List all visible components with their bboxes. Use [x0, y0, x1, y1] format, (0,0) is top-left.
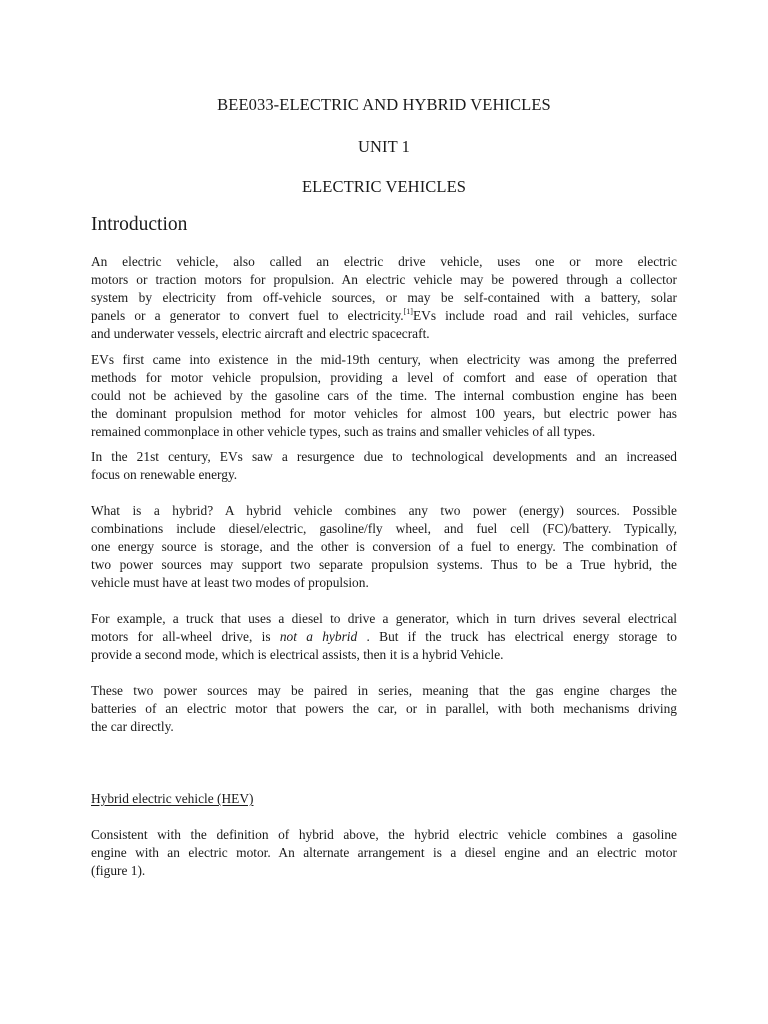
paragraph-series-parallel: [91, 682, 677, 736]
text-line: remained commonplace in other vehicle types, such as trains and smaller vehicles of all types.: [91, 424, 596, 439]
text-line: could not be achieved by the gasoline cars of the time. The internal combustion engine has been: [91, 388, 677, 403]
text-line: What is a hybrid? A hybrid vehicle combines any two power (energy) sources. Possible: [91, 503, 677, 518]
paragraph-hev-definition: [91, 826, 677, 880]
text-line: two power sources may support two separate propulsion systems. Thus to be a True hybrid, the: [91, 557, 677, 572]
text-line: engine with an electric motor. An alternate arrangement is a diesel engine and an electric motor: [91, 845, 677, 860]
text-line: These two power sources may be paired in series, meaning that the gas engine charges the: [91, 683, 677, 698]
text-line: batteries of an electric motor that powers the car, or in parallel, with both mechanisms driving: [91, 701, 677, 716]
text-line: EVs first came into existence in the mid-19th century, when electricity was among the preferred: [91, 352, 677, 367]
text-line: [91, 628, 677, 646]
chapter-title: ELECTRIC VEHICLES: [301, 177, 467, 196]
emphasis-text: not a hybrid: [279, 629, 358, 644]
citation-link[interactable]: [1]: [403, 307, 413, 316]
text-line: the car directly.: [91, 719, 174, 734]
text-line: combinations include diesel/electric, gasoline/fly wheel, and fuel cell (FC)/battery. Typically,: [91, 521, 677, 536]
text-line: focus on renewable energy.: [91, 467, 238, 482]
text-line: system by electricity from off-vehicle sources, or may be self-contained with a battery, solar: [91, 290, 677, 305]
text-fragment: motors for all-wheel drive, is: [91, 629, 271, 644]
course-title: BEE033-ELECTRIC AND HYBRID VEHICLES: [217, 95, 551, 114]
introduction-heading: Introduction: [91, 214, 188, 235]
text-line: For example, a truck that uses a diesel to drive a generator, which in turn drives several electrical: [91, 611, 677, 626]
text-line: motors or traction motors for propulsion. An electric vehicle may be powered through a collector: [91, 272, 677, 287]
text-fragment: . But if the truck has electrical energy storage to: [366, 629, 677, 644]
text-line: An electric vehicle, also called an electric drive vehicle, uses one or more electric: [91, 254, 677, 269]
text-line: one energy source is storage, and the other is conversion of a fuel to energy. The combination of: [91, 539, 677, 554]
paragraph-ev-history: [91, 351, 677, 441]
paragraph-ev-definition: [91, 253, 677, 343]
text-line: vehicle must have at least two modes of propulsion.: [91, 575, 369, 590]
hev-heading: Hybrid electric vehicle (HEV): [91, 791, 254, 806]
text-line: methods for motor vehicle propulsion, providing a level of comfort and ease of operation that: [91, 370, 677, 385]
unit-title: UNIT 1: [357, 137, 411, 156]
text-line: Consistent with the definition of hybrid above, the hybrid electric vehicle combines a gasoline: [91, 827, 677, 842]
text-line: [91, 307, 677, 325]
paragraph-ev-resurgence: [91, 448, 677, 484]
text-fragment: EVs include road and rail vehicles, surface: [412, 308, 678, 323]
paragraph-hybrid-example: [91, 610, 677, 664]
paragraph-hybrid-definition: [91, 502, 677, 592]
text-fragment: panels or a generator to convert fuel to electricity.: [91, 308, 404, 323]
text-line: provide a second mode, which is electrical assists, then it is a hybrid Vehicle.: [91, 647, 504, 662]
text-line: and underwater vessels, electric aircraft and electric spacecraft.: [91, 326, 430, 341]
text-line: (figure 1).: [91, 863, 146, 878]
text-line: In the 21st century, EVs saw a resurgence due to technological developments and an increased: [91, 449, 677, 464]
text-line: the dominant propulsion method for motor vehicles for almost 100 years, but electric power has: [91, 406, 677, 421]
